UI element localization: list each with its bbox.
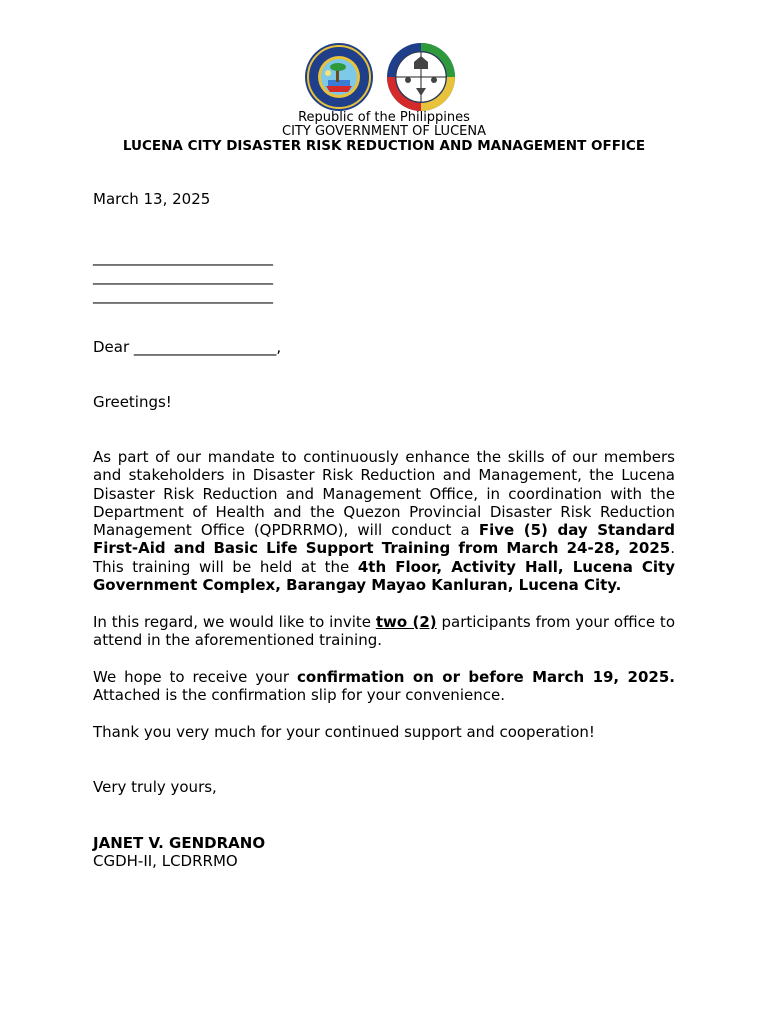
greeting: Greetings!: [93, 393, 172, 411]
p1-venue: 4th Floor, Activity Hall, Lucena City Government Complex, Barangay Mayao Kanluran, Lucena City.: [93, 557, 675, 595]
paragraph-confirmation: [93, 668, 675, 705]
p2-text-1: In this regard, we would like to invite: [93, 613, 376, 631]
signatory-name: JANET V. GENDRANO: [93, 834, 266, 852]
header-office-name: LUCENA CITY DISASTER RISK REDUCTION AND MANAGEMENT OFFICE: [122, 138, 646, 154]
p1-text-1: As part of our mandate to continuously enhance the skills of our members and stakeholders in Disaster Risk Reduction and Management, the Lucena Disaster Risk Reduction and Management Office, in coordination with the Department of Health and the Quezon Provincial Disaster Risk Reduction Management Office (QPDRRMO), will conduct a: [93, 448, 675, 540]
signatory-title: CGDH-II, LCDRRMO: [93, 852, 238, 870]
header-republic: Republic of the Philippines: [298, 110, 470, 125]
p2-text-2: participants from your office to attend in the aforementioned training.: [93, 613, 675, 650]
p3-text-1: We hope to receive your: [93, 668, 298, 686]
address-blank-2: ________________________: [93, 267, 273, 285]
p3-deadline: confirmation on or before March 19, 2025.: [297, 668, 675, 686]
p2-participant-count: two (2): [375, 613, 437, 631]
p1-text-2: . This training will be held at the: [93, 539, 675, 576]
address-blank-3: ________________________: [93, 286, 273, 304]
p1-training-title: Five (5) day Standard First-Aid and Basic Life Support Training from March 24-28, 2025: [93, 521, 675, 558]
closing: Very truly yours,: [93, 778, 217, 796]
letter-date: March 13, 2025: [93, 190, 211, 208]
lcdrrmo-seal: [386, 42, 456, 112]
paragraph-invitation: [93, 613, 675, 650]
paragraph-thanks: Thank you very much for your continued support and cooperation!: [93, 723, 595, 741]
address-blank-1: ________________________: [93, 248, 273, 266]
paragraph-training-announcement: [93, 448, 675, 594]
salutation: Dear ___________________,: [93, 338, 282, 356]
city-of-lucena-seal: [304, 42, 374, 112]
p3-text-2: Attached is the confirmation slip for your convenience.: [93, 686, 505, 705]
header-city-government: CITY GOVERNMENT OF LUCENA: [282, 124, 486, 139]
header-seals: [304, 42, 460, 112]
